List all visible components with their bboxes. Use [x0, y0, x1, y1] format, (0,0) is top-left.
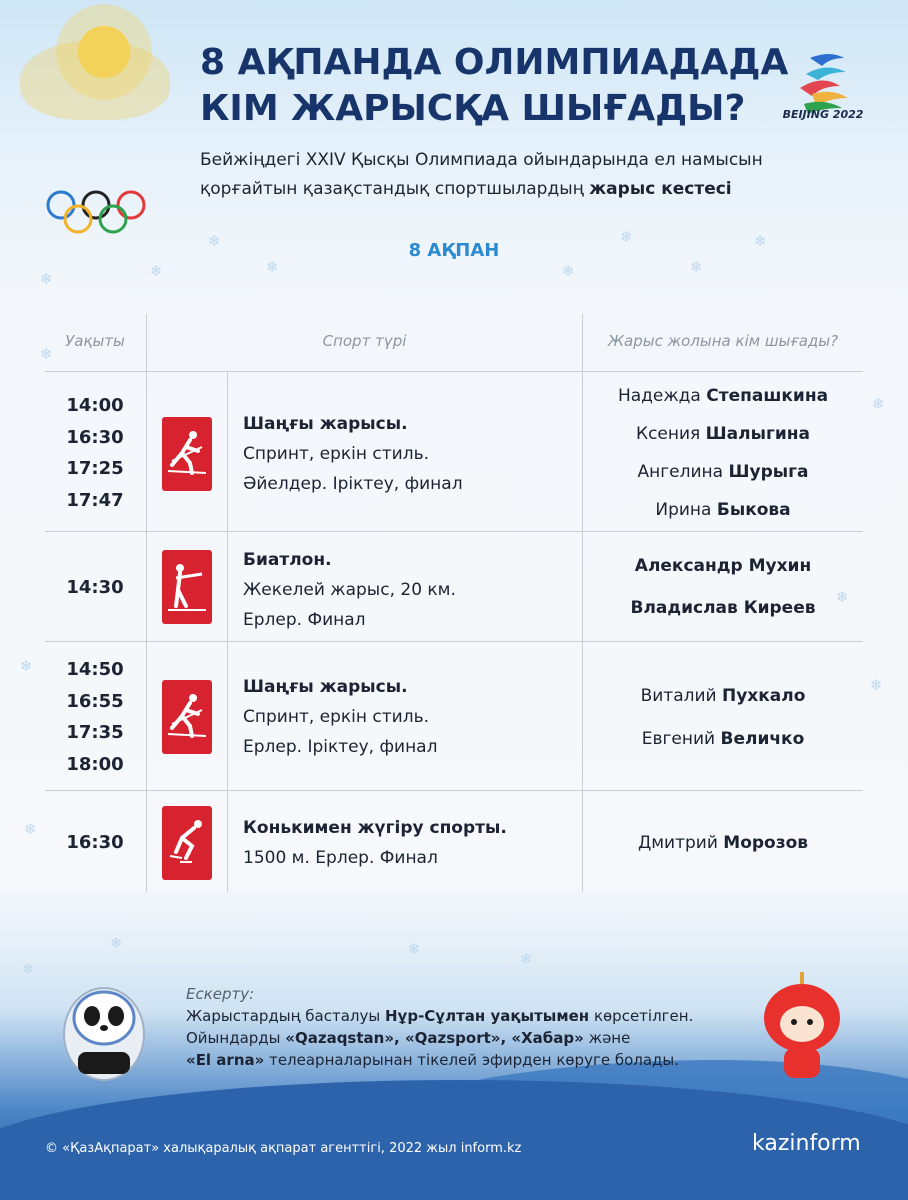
subtitle-line-2-bold: жарыс кестесі [589, 179, 732, 199]
event-detail: Спринт, еркін стиль. [243, 444, 429, 464]
event-detail: Жекелей жарыс, 20 км. [243, 580, 456, 600]
snowflake-icon: ❄ [20, 657, 33, 675]
snowflake-icon: ❄ [24, 820, 37, 838]
footnote-text: және [583, 1029, 631, 1047]
athlete-first-name: Ангелина [637, 462, 729, 482]
footnote-line-2 [186, 1027, 786, 1049]
athlete-name [583, 554, 863, 596]
start-time: 17:25 [66, 458, 124, 479]
footnote [186, 983, 786, 1071]
event-name: Биатлон. [243, 550, 332, 570]
page-title [200, 40, 789, 132]
footnote-text: телеарналарынан тікелей эфирден көруге болады. [264, 1051, 680, 1069]
start-time: 16:30 [66, 832, 124, 853]
athlete-last-name: Степашкина [706, 386, 829, 406]
snowflake-icon: ❄ [266, 258, 279, 276]
table-row-2-athletes [583, 554, 863, 638]
snowflake-icon: ❄ [870, 676, 883, 694]
event-name: Конькимен жүгіру спорты. [243, 818, 507, 838]
athlete-first-name: Евгений [641, 729, 721, 749]
table-row-3-athletes [583, 684, 863, 770]
snowflake-icon: ❄ [150, 262, 163, 280]
athlete-last-name: Владислав Киреев [630, 598, 816, 618]
footnote-bold: Нұр-Сұлтан уақытымен [385, 1007, 590, 1025]
athlete-name [583, 422, 863, 460]
subtitle-line-1: Бейжіңдегі XXIV Қысқы Олимпиада ойындарында ел намысын [200, 150, 763, 170]
athlete-name [583, 727, 863, 770]
footnote-line-3 [186, 1049, 786, 1071]
kazakhstan-flag-sun-icon [56, 4, 152, 100]
biathlon-icon [162, 550, 212, 624]
snowflake-icon: ❄ [40, 345, 53, 363]
start-time: 18:00 [66, 753, 124, 775]
cross-country-skiing-icon [162, 417, 212, 491]
table-row-4-event [243, 813, 573, 873]
header-athletes: Жарыс жолына кім шығады? [607, 332, 839, 350]
header-time: Уақыты [65, 332, 125, 350]
schedule-date: 8 АҚПАН [408, 240, 500, 261]
start-time: 16:55 [66, 690, 124, 712]
event-detail: 1500 м. Ерлер. Финал [243, 848, 438, 868]
event-name: Шаңғы жарысы. [243, 677, 408, 697]
title-line-2: КІМ ЖАРЫСҚА ШЫҒАДЫ? [200, 88, 746, 129]
snowflake-icon: ❄ [208, 232, 221, 250]
subtitle-line-2-text: қорғайтын қазақстандық спортшылардың [200, 179, 590, 199]
bing-dwen-dwen-mascot-icon [52, 972, 156, 1084]
subtitle [200, 146, 860, 204]
event-detail: Әйелдер. Іріктеу, финал [243, 474, 463, 494]
athlete-last-name: Быкова [716, 500, 791, 520]
athlete-first-name: Дмитрий [637, 833, 724, 853]
table-row-3-event [243, 672, 573, 762]
athlete-first-name: Надежда [617, 386, 707, 406]
athlete-name [583, 498, 863, 536]
title-line-1: 8 АҚПАНДА ОЛИМПИАДАДА [200, 42, 789, 83]
athlete-name [583, 831, 863, 857]
snowflake-icon: ❄ [562, 262, 575, 280]
snowflake-icon: ❄ [110, 934, 123, 952]
snowflake-icon: ❄ [40, 270, 53, 288]
copyright-text: © «ҚазАқпарат» халықаралық ақпарат агенттігі, 2022 жыл inform.kz [45, 1141, 522, 1156]
snowflake-icon: ❄ [620, 228, 633, 246]
footnote-bold: «El arna» [186, 1051, 265, 1069]
athlete-last-name: Шурыга [728, 462, 809, 482]
start-time: 17:47 [66, 489, 124, 511]
snowflake-icon: ❄ [872, 395, 885, 413]
footnote-text: көрсетілген. [589, 1007, 694, 1025]
athlete-name [583, 596, 863, 638]
table-row-3-times [45, 654, 145, 780]
snowflake-icon: ❄ [754, 232, 767, 250]
table-row-1-athletes [583, 384, 863, 536]
start-time: 14:50 [66, 659, 124, 680]
snowflake-icon: ❄ [22, 960, 35, 978]
row-divider [45, 371, 863, 372]
olympic-rings-icon [44, 188, 148, 236]
athlete-name [583, 684, 863, 727]
beijing-2022-label: BEIJING 2022 [782, 108, 864, 121]
start-time: 16:30 [66, 426, 124, 448]
footnote-text: Жарыстардың басталуы [186, 1007, 385, 1025]
row-divider [45, 790, 863, 791]
athlete-last-name: Величко [720, 729, 805, 749]
athlete-name [583, 384, 863, 422]
athlete-last-name: Пухкало [721, 686, 806, 706]
footnote-bold: «Qazaqstan», «Qazsport», «Хабар» [285, 1029, 584, 1047]
athlete-first-name: Виталий [640, 686, 722, 706]
cross-country-skiing-icon [162, 680, 212, 754]
speed-skating-icon [162, 806, 212, 880]
table-row-4-athletes [583, 831, 863, 857]
snowflake-icon: ❄ [408, 940, 421, 958]
table-row-2-times [45, 572, 145, 604]
snowflake-icon: ❄ [520, 950, 533, 968]
snowflake-icon: ❄ [836, 588, 849, 606]
athlete-last-name: Александр Мухин [634, 556, 812, 576]
table-row-2-event [243, 545, 573, 635]
table-row-1-times [45, 390, 145, 516]
start-time: 14:00 [66, 395, 124, 416]
start-time: 14:30 [66, 577, 124, 598]
athlete-first-name: Ирина [655, 500, 717, 520]
column-divider [146, 314, 147, 892]
event-detail: Ерлер. Іріктеу, финал [243, 737, 438, 757]
event-detail: Спринт, еркін стиль. [243, 707, 429, 727]
row-divider [45, 641, 863, 642]
athlete-name [583, 460, 863, 498]
kazinform-logo: kazinform [752, 1131, 861, 1156]
start-time: 17:35 [66, 722, 124, 743]
athlete-last-name: Шалыгина [705, 424, 810, 444]
footnote-text: Ойындарды [186, 1029, 286, 1047]
athlete-first-name: Ксения [636, 424, 706, 444]
event-name: Шаңғы жарысы. [243, 414, 408, 434]
subtitle-line-2 [200, 175, 860, 204]
event-detail: Ерлер. Финал [243, 610, 366, 630]
header-sport: Спорт түрі [322, 332, 407, 350]
footnote-line-1 [186, 1005, 786, 1027]
table-row-1-event [243, 409, 573, 499]
snowflake-icon: ❄ [690, 258, 703, 276]
column-divider [227, 372, 228, 892]
athlete-last-name: Морозов [723, 833, 809, 853]
table-row-4-times [45, 827, 145, 859]
footnote-label: Ескерту: [186, 985, 255, 1003]
